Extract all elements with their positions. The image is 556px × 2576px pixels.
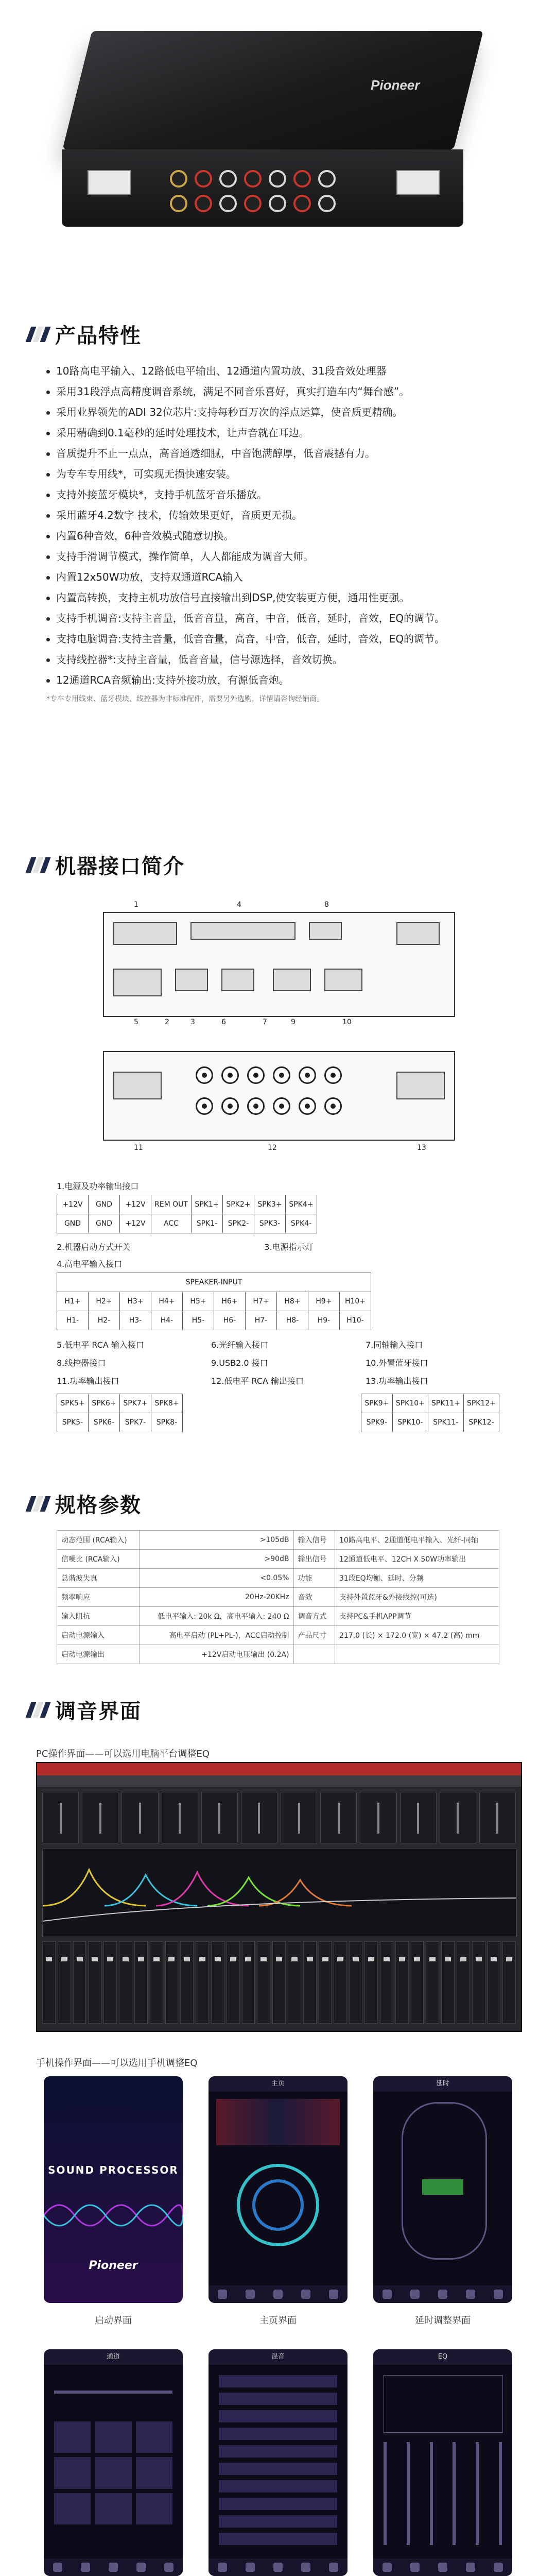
callout-number: 2 <box>165 1018 169 1026</box>
phone-mix-screen <box>208 2349 348 2576</box>
interface-diagram <box>57 896 499 1164</box>
feature-item: 采用精确到0.1毫秒的延时处理技术，让声音就在耳边。 <box>46 422 510 443</box>
pin-cell: H9+ <box>308 1292 340 1311</box>
pin-cell: SPK5- <box>57 1413 89 1432</box>
output-pin-tables <box>57 1394 499 1432</box>
features-note: *专车专用线束、蓝牙模块、线控器为非标准配件，需要另外选购，详情请咨询经销商。 <box>46 695 324 703</box>
spec-label: 音效 <box>293 1588 335 1607</box>
spec-value: 20Hz-20KHz <box>139 1588 293 1607</box>
screen-header: EQ <box>373 2349 512 2365</box>
pin-cell: SPK4- <box>285 1214 317 1233</box>
spec-value: 31段EQ均衡、延时、分频 <box>335 1569 499 1588</box>
brand-logo: Pioneer <box>371 77 420 93</box>
output-pin-table-left <box>57 1394 183 1432</box>
spec-label: 功能 <box>293 1569 335 1588</box>
rca-output <box>247 1097 265 1115</box>
table-row <box>57 1550 499 1569</box>
feature-item: 采用蓝牙4.2数字 技术，传输效果更好，音质更无损。 <box>46 505 510 526</box>
coax-port <box>221 969 254 991</box>
pc-caption: PC操作界面——可以选用电脑平台调整EQ <box>36 1749 210 1759</box>
pin-cell: SPK10- <box>392 1413 428 1432</box>
table-row <box>57 1569 499 1588</box>
callout-number: 1 <box>134 901 138 909</box>
feature-item: 支持线控器*:支持主音量，低音音量，信号源选择，音效切换。 <box>46 649 510 670</box>
eq-slider-bank <box>42 1941 516 2024</box>
pin-label-grid <box>57 1338 499 1386</box>
spec-label: 信噪比 (RCA输入) <box>57 1550 140 1569</box>
pin-cell: SPK6+ <box>89 1394 120 1413</box>
rca-port <box>318 170 336 188</box>
feature-item: 内置高转换，支持主机功放信号直接输出到DSP,使安装更方便，通用性更强。 <box>46 587 510 608</box>
phone-channel-screen <box>44 2349 183 2576</box>
rca-port <box>269 170 286 188</box>
pin-cell: H1+ <box>57 1292 89 1311</box>
splash-title: SOUND PROCESSOR <box>48 2164 179 2176</box>
spec-value: >105dB <box>139 1531 293 1550</box>
spec-label: 输入信号 <box>293 1531 335 1550</box>
pin-cell: H3+ <box>120 1292 151 1311</box>
callout-number: 5 <box>134 1018 138 1026</box>
spec-label: 频率响应 <box>57 1588 140 1607</box>
phone-label: 启动界面 <box>95 2315 132 2326</box>
feature-item: 10路高电平输入、12路低电平输出、12通道内置功放、31段音效处理器 <box>46 361 510 381</box>
spec-value <box>335 1645 499 1664</box>
volume-slider[interactable] <box>54 2391 172 2394</box>
callout-number: 9 <box>291 1018 296 1026</box>
spec-value: 低电平输入: 20k Ω，高电平输入: 240 Ω <box>139 1607 293 1626</box>
spec-label: 产品尺寸 <box>293 1626 335 1645</box>
callout-number: 12 <box>268 1144 277 1152</box>
spec-value: 支持外置蓝牙&外接线控(可选) <box>335 1588 499 1607</box>
pin-cell: H10+ <box>340 1292 371 1311</box>
pin-cell: SPK3+ <box>254 1195 285 1214</box>
pin-cell: GND <box>89 1214 120 1233</box>
mobile-caption: 手机操作界面——可以选用手机调整EQ <box>36 2058 198 2069</box>
inner-ring-icon <box>252 2179 304 2231</box>
rca-port <box>244 195 262 212</box>
feature-item: 支持外接蓝牙模块*，支持手机蓝牙音乐播放。 <box>46 484 510 505</box>
connector-left <box>88 170 131 195</box>
rca-output <box>196 1097 213 1115</box>
album-carousel <box>216 2099 340 2145</box>
interface-heading <box>28 850 185 879</box>
callout-number: 3 <box>190 1018 195 1026</box>
device-top-panel <box>62 31 483 149</box>
callout-number: 4 <box>237 901 241 909</box>
rca-port <box>318 195 336 212</box>
feature-item: 采用业界领先的ADI 32位芯片:支持每秒百万次的浮点运算，使音质更精确。 <box>46 402 510 422</box>
rca-output <box>273 1097 290 1115</box>
pin-cell: H9- <box>308 1311 340 1330</box>
speaker-input-table <box>57 1273 371 1330</box>
pin-cell: SPK12- <box>463 1413 499 1432</box>
spec-value: 高电平启动 (PL+PL-)，ACC启动控制 <box>139 1626 293 1645</box>
power-output-left <box>113 1072 162 1099</box>
power-output-right <box>396 1072 445 1099</box>
spec-value: 217.0 (长) × 172.0 (宽) × 47.2 (高) mm <box>335 1626 499 1645</box>
pin-label: 10.外置蓝牙接口 <box>366 1358 428 1368</box>
spec-value: 支持PC&手机APP调节 <box>335 1607 499 1626</box>
feature-item: 内置12x50W功放，支持双通道RCA输入 <box>46 567 510 587</box>
rca-output <box>221 1097 239 1115</box>
spec-label: 输出信号 <box>293 1550 335 1569</box>
pin-cell: GND <box>57 1214 89 1233</box>
tab-bar[interactable] <box>208 2285 348 2303</box>
rca-output <box>247 1066 265 1084</box>
table-header: SPEAKER-INPUT <box>57 1273 371 1292</box>
pc-tuning-screenshot <box>36 1762 522 2032</box>
pin-cell: H4- <box>151 1311 183 1330</box>
eq-graph <box>384 2375 503 2433</box>
pin-label: 9.USB2.0 接口 <box>211 1358 268 1368</box>
pin-cell: H3- <box>120 1311 151 1330</box>
pin-cell: +12V <box>120 1214 151 1233</box>
pin-label: 6.光纤输入接口 <box>211 1340 269 1350</box>
pin-cell: H6- <box>214 1311 246 1330</box>
pin-cell: SPK7+ <box>120 1394 151 1413</box>
tab-bar[interactable] <box>373 2285 512 2303</box>
rca-output <box>196 1066 213 1084</box>
table-row <box>57 1645 499 1664</box>
pin-label: 12.低电平 RCA 输出接口 <box>211 1376 304 1386</box>
pin-cell: SPK12+ <box>463 1394 499 1413</box>
rca-port <box>293 170 311 188</box>
pin-cell: H7+ <box>246 1292 277 1311</box>
tuning-title: 调音界面 <box>55 1700 142 1723</box>
phone-delay-screen <box>373 2076 512 2303</box>
pin-cell: H10- <box>340 1311 371 1330</box>
pin-label: 8.线控器接口 <box>57 1358 106 1368</box>
rca-port <box>195 170 212 188</box>
spec-label <box>293 1645 335 1664</box>
pin-cell: H8+ <box>277 1292 308 1311</box>
pin-cell: SPK9+ <box>361 1394 392 1413</box>
feature-item: 音质提升不止一点点，高音通透细腻，中音饱满醇厚，低音震撼有力。 <box>46 443 510 464</box>
rca-output <box>299 1066 316 1084</box>
rca-port-row-bottom <box>170 195 336 212</box>
output-connector <box>396 922 440 945</box>
pin-cell: SPK11+ <box>428 1394 463 1413</box>
spec-value: +12V启动电压输出 (0.2A) <box>139 1645 293 1664</box>
pin-label: 13.功率输出接口 <box>366 1376 428 1386</box>
usb-port <box>273 969 311 991</box>
spec-value: 10路高电平、2通道低电平输入、光纤-同轴 <box>335 1531 499 1550</box>
phone-splash-screen <box>44 2076 183 2303</box>
feature-item: 支持电脑调音:支持主音量，低音音量，高音，中音，低音，延时，音效，EQ的调节。 <box>46 629 510 649</box>
tab-bar[interactable] <box>373 2558 512 2576</box>
aux-connector <box>309 922 342 940</box>
tab-bar[interactable] <box>44 2558 183 2576</box>
pin-cell: H6+ <box>214 1292 246 1311</box>
spec-label: 调音方式 <box>293 1607 335 1626</box>
window-titlebar <box>37 1763 521 1775</box>
rca-input-block <box>113 969 162 996</box>
callout-number: 11 <box>134 1144 143 1152</box>
rca-port <box>244 170 262 188</box>
pin-cell: SPK2- <box>222 1214 254 1233</box>
callout-number: 8 <box>324 901 329 909</box>
pin-cell: SPK1+ <box>191 1195 222 1214</box>
rca-output <box>324 1066 342 1084</box>
rca-output <box>273 1066 290 1084</box>
spec-label: 动态范围 (RCA输入) <box>57 1531 140 1550</box>
seat-selector[interactable] <box>422 2179 463 2195</box>
pin-cell: +12V <box>120 1195 151 1214</box>
pin-cell: SPK2+ <box>222 1195 254 1214</box>
rca-port <box>219 195 237 212</box>
pin-cell: SPK8+ <box>151 1394 183 1413</box>
pin-label: 3.电源指示灯 <box>264 1242 314 1252</box>
spec-label: 输入阻抗 <box>57 1607 140 1626</box>
hero-product-image <box>0 0 556 289</box>
phone-home-screen <box>208 2076 348 2303</box>
pin-cell: H5+ <box>183 1292 214 1311</box>
phone-label: 主页界面 <box>259 2315 297 2326</box>
fiber-port <box>175 969 208 991</box>
phone-eq-screen <box>373 2349 512 2576</box>
pin-cell: SPK8- <box>151 1413 183 1432</box>
rca-port <box>170 195 187 212</box>
features-title: 产品特性 <box>55 324 142 348</box>
pin-cell: SPK5+ <box>57 1394 89 1413</box>
channel-grid <box>54 2421 172 2524</box>
feature-item: 采用31段浮点高精度调音系统，满足不同音乐喜好，真实打造车内“舞台感”。 <box>46 381 510 402</box>
section-marker-icon <box>28 327 48 342</box>
table-row <box>57 1607 499 1626</box>
feature-item: 为专车专用线*，可实现无损快速安装。 <box>46 464 510 484</box>
screen-header: 主页 <box>208 2076 348 2092</box>
spec-label: 启动电源输出 <box>57 1645 140 1664</box>
eq-sliders[interactable] <box>384 2442 502 2545</box>
pin-cell: SPK10+ <box>392 1394 428 1413</box>
pin-cell: H4+ <box>151 1292 183 1311</box>
pin-cell: SPK7- <box>120 1413 151 1432</box>
interface-title: 机器接口简介 <box>55 855 185 878</box>
pin-cell: SPK6- <box>89 1413 120 1432</box>
pin-cell: ACC <box>151 1214 192 1233</box>
section-marker-icon <box>28 1702 48 1718</box>
pin-label: 11.功率输出接口 <box>57 1376 119 1386</box>
power-connector <box>113 922 177 945</box>
table-row <box>57 1588 499 1607</box>
pin-label: 2.机器启动方式开关 <box>57 1242 131 1252</box>
pin-label: 7.同轴输入接口 <box>366 1340 423 1350</box>
pin-definitions <box>57 1175 499 1432</box>
pin-cell: REM OUT <box>151 1195 192 1214</box>
sound-wave-icon <box>44 2195 183 2236</box>
rca-output <box>324 1097 342 1115</box>
rca-port <box>195 195 212 212</box>
pin-cell: H5- <box>183 1311 214 1330</box>
spec-label: 总谐波失真 <box>57 1569 140 1588</box>
pin-cell: SPK3- <box>254 1214 285 1233</box>
channel-controls <box>42 1792 516 1843</box>
pin-label-row <box>57 1241 499 1252</box>
rca-output <box>299 1097 316 1115</box>
pin-cell: +12V <box>57 1195 89 1214</box>
callout-number: 7 <box>263 1018 267 1026</box>
pin-cell: H1- <box>57 1311 89 1330</box>
speaker-input-connector <box>190 922 296 940</box>
section-marker-icon <box>28 1496 48 1512</box>
pin-cell: SPK11- <box>428 1413 463 1432</box>
screen-header: 延时 <box>373 2076 512 2092</box>
bluetooth-port <box>324 969 362 991</box>
pin-caption: 4.高电平输入接口 <box>57 1259 123 1269</box>
specs-heading <box>28 1489 142 1518</box>
features-list <box>46 361 510 704</box>
rca-port <box>219 170 237 188</box>
rca-port <box>170 170 187 188</box>
table-row <box>57 1531 499 1550</box>
rca-output <box>221 1066 239 1084</box>
window-menubar <box>37 1775 521 1787</box>
feature-item: 支持手滑调节模式，操作简单，人人都能成为调音大师。 <box>46 546 510 567</box>
pin-caption: 1.电源及功率输出接口 <box>57 1181 139 1191</box>
pin-cell: SPK9- <box>361 1413 392 1432</box>
tab-bar[interactable] <box>208 2558 348 2576</box>
pin-cell: H2- <box>89 1311 120 1330</box>
table-row <box>57 1626 499 1645</box>
tuning-heading <box>28 1695 142 1724</box>
spec-value: 12通道低电平、12CH X 50W功率输出 <box>335 1550 499 1569</box>
rca-port <box>269 195 286 212</box>
screen-header: 通道 <box>44 2349 183 2365</box>
feature-item: 内置6种音效，6种音效模式随意切换。 <box>46 526 510 546</box>
brand-logo: Pioneer <box>89 2259 138 2272</box>
spec-label: 启动电源输入 <box>57 1626 140 1645</box>
feature-item: 支持手机调音:支持主音量，低音音量，高音，中音，低音，延时，音效，EQ的调节。 <box>46 608 510 629</box>
pin-cell: H7- <box>246 1311 277 1330</box>
pin-label: 5.低电平 RCA 输入接口 <box>57 1340 144 1350</box>
mix-list <box>219 2375 337 2550</box>
features-heading <box>28 319 142 349</box>
pin-cell: SPK1- <box>191 1214 222 1233</box>
pin-cell: H8- <box>277 1311 308 1330</box>
screen-header: 混音 <box>208 2349 348 2365</box>
rca-port <box>293 195 311 212</box>
pin-cell: GND <box>89 1195 120 1214</box>
callout-number: 13 <box>417 1144 426 1152</box>
callout-number: 10 <box>342 1018 352 1026</box>
pin-cell: H2+ <box>89 1292 120 1311</box>
pin-cell: SPK4+ <box>285 1195 317 1214</box>
callout-number: 6 <box>221 1018 226 1026</box>
output-pin-table-right <box>361 1394 499 1432</box>
specs-title: 规格参数 <box>55 1494 142 1517</box>
section-marker-icon <box>28 857 48 873</box>
eq-curve-graph <box>42 1849 517 1937</box>
specs-table <box>57 1530 499 1664</box>
spec-value: <0.05% <box>139 1569 293 1588</box>
feature-item: 12通道RCA音频输出:支持外接功放，有源低音炮。 <box>46 670 510 690</box>
rca-port-row-top <box>170 170 336 188</box>
spec-value: >90dB <box>139 1550 293 1569</box>
phone-label: 延时调整界面 <box>415 2315 471 2326</box>
power-pin-table <box>57 1195 317 1233</box>
connector-right <box>396 170 440 195</box>
